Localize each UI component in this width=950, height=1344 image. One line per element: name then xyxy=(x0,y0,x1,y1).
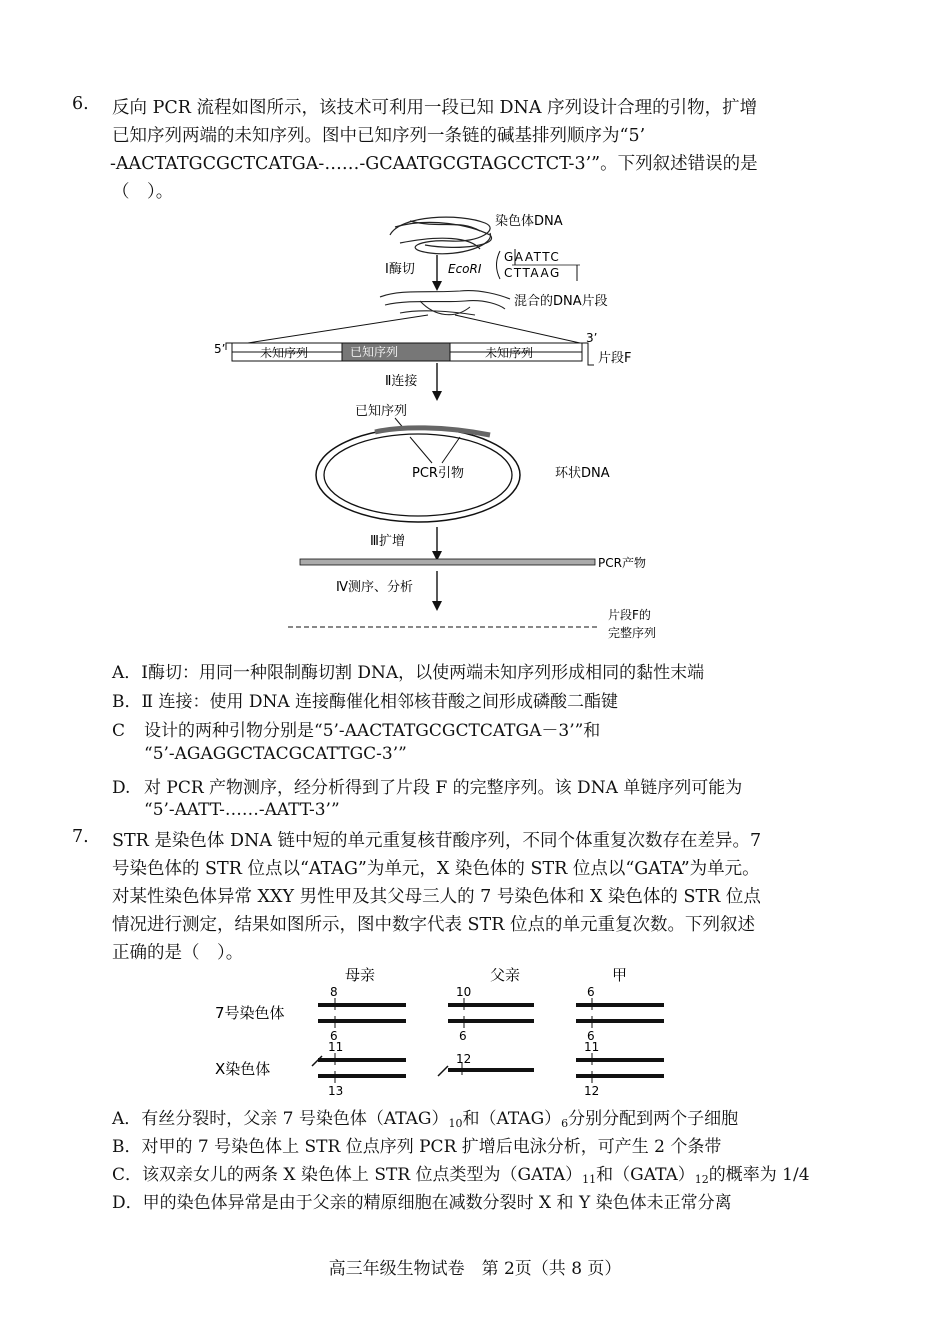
q6-option-d: D. 对 PCR 产物测序，经分析得到了片段 F 的完整序列。该 DNA 单链序列可能为 xyxy=(112,778,743,798)
question-7-number: 7. xyxy=(72,827,89,847)
q7-option-d: D．甲的染色体异常是由于父亲的精原细胞在减数分裂时 X 和 Y 染色体未正常分离 xyxy=(112,1193,732,1213)
question-7-line-3: 对某性染色体异常 XXY 男性甲及其父母三人的 7 号染色体和 X 染色体的 STR 位点 xyxy=(112,887,761,907)
mother-7-upper: 8 xyxy=(330,985,338,999)
q6-option-c-cont: “5’-AGAGGCTACGCATTGC-3’” xyxy=(144,744,407,764)
mother-x-upper: 11 xyxy=(328,1040,344,1054)
col-mother: 母亲 xyxy=(345,966,376,984)
mixed-fragments-icon xyxy=(380,291,510,315)
chromosome-dna-label: 染色体DNA xyxy=(495,214,563,229)
q6-option-a: A．Ⅰ酶切：用同一种限制酶切割 DNA，以使两端未知序列形成相同的黏性末端 xyxy=(112,663,705,683)
reverse-pcr-diagram xyxy=(200,205,720,650)
question-7-line-5: 正确的是（ ）。 xyxy=(112,943,244,963)
complete-seq-label-2: 完整序列 xyxy=(608,626,657,640)
jia-7-upper: 6 xyxy=(587,985,595,999)
five-prime-label: 5’ xyxy=(214,342,226,356)
q6-option-d-cont: “5’-AATT-……-AATT-3’” xyxy=(144,800,340,820)
mixed-fragments-label: 混合的DNA片段 xyxy=(514,294,608,309)
jia-7-lower: 6 xyxy=(587,1029,595,1043)
q7-option-b: B．对甲的 7 号染色体上 STR 位点序列 PCR 扩增后电泳分析，可产生 2 个条带 xyxy=(112,1137,722,1157)
q7-option-a: A．有丝分裂时，父亲 7 号染色体$(ATAG)_{10}$和$(ATAG)_6$分别分配到两个子细胞 xyxy=(112,1109,739,1130)
fragment-f-label: 片段F xyxy=(598,351,632,366)
pcr-primer-label: PCR引物 xyxy=(412,466,464,481)
mother-x-lower: 13 xyxy=(328,1084,344,1098)
father-x: 12 xyxy=(456,1052,472,1066)
step1-label: Ⅰ酶切 xyxy=(385,262,415,277)
mother-7-lower: 6 xyxy=(330,1029,338,1043)
str-diagram xyxy=(200,962,680,1102)
unknown-right-label: 未知序列 xyxy=(485,346,534,360)
step3-label: Ⅲ扩增 xyxy=(370,534,405,549)
step4-label: Ⅳ测序、分析 xyxy=(336,580,413,595)
pcr-product-bar xyxy=(300,559,595,565)
question-6-line-3: -AACTATGCGCTCATGA-……-GCAATGCGTAGCCTCT-3’”。下列叙述错误的是 xyxy=(110,154,758,174)
question-7-line-4: 情况进行测定，结果如图所示，图中数字代表 STR 位点的单元重复次数。下列叙述 xyxy=(112,915,755,935)
question-6-line-2: 已知序列两端的未知序列。图中已知序列一条链的碱基排列顺序为“5’ xyxy=(112,126,646,146)
jia-x-lower: 12 xyxy=(584,1084,600,1098)
row-chr7: 7号染色体 xyxy=(215,1004,285,1022)
three-prime-label: 3’ xyxy=(586,331,598,345)
site-bottom: CTTAAG xyxy=(504,266,561,280)
question-7-line-2: 号染色体的 STR 位点以“ATAG”为单元，X 染色体的 STR 位点以“GATA”为单元。 xyxy=(112,859,760,879)
row-chrx: X染色体 xyxy=(215,1060,271,1078)
page-footer: 高三年级生物试卷 第 2页（共 8 页） xyxy=(328,1259,622,1279)
father-7-upper: 10 xyxy=(456,985,472,999)
jia-x-upper: 11 xyxy=(584,1040,600,1054)
q6-option-b: B．Ⅱ 连接：使用 DNA 连接酶催化相邻核苷酸之间形成磷酸二酯键 xyxy=(112,692,619,712)
col-father: 父亲 xyxy=(490,966,521,984)
chromosome-dna-icon xyxy=(390,217,492,254)
question-6-line-1: 反向 PCR 流程如图所示，该技术可利用一段已知 DNA 序列设计合理的引物，扩增 xyxy=(112,98,758,118)
q7-option-c: C．该双亲女儿的两条 X 染色体上 STR 位点类型为$(GATA)_{11}$和$(GATA)_{12}$的概率为 1/4 xyxy=(112,1165,810,1186)
question-6-number: 6. xyxy=(72,94,89,114)
complete-seq-label-1: 片段F的 xyxy=(608,608,651,622)
enzyme-label: EcoRⅠ xyxy=(448,262,482,276)
pcr-product-label: PCR产物 xyxy=(598,556,646,570)
q6-option-c: C 设计的两种引物分别是“5’-AACTATGCGCTCATGA－3’”和 xyxy=(112,721,601,741)
unknown-left-label: 未知序列 xyxy=(260,346,309,360)
question-7-line-1: STR 是染色体 DNA 链中短的单元重复核苷酸序列，不同个体重复次数存在差异。7 xyxy=(112,831,762,851)
circular-dna-label: 环状DNA xyxy=(555,466,610,481)
known-label-2: 已知序列 xyxy=(355,404,408,419)
step2-label: Ⅱ连接 xyxy=(385,374,418,389)
col-jia: 甲 xyxy=(612,966,628,984)
site-top: GAATTC xyxy=(504,250,561,264)
known-seq-label: 已知序列 xyxy=(350,345,399,359)
father-7-lower: 6 xyxy=(459,1029,467,1043)
question-6-line-4: （ ）。 xyxy=(112,182,174,202)
